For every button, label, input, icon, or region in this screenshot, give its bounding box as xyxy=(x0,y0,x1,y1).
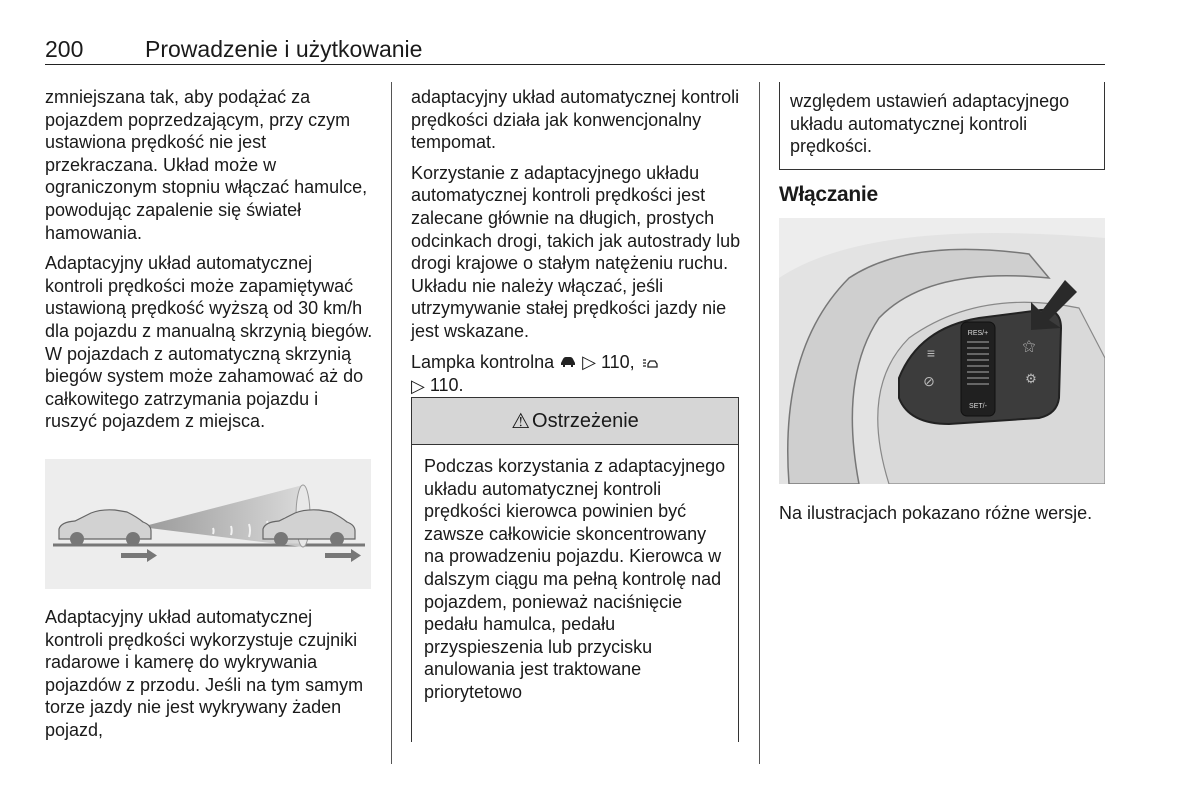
note-text: względem ustawień adaptacyjnego układu automatycznej kontroli prędkości. xyxy=(790,91,1070,157)
paragraph: Adaptacyjny układ automatycznej kontroli prędkości może zapamiętywać ustawioną prędkość wyższą od 30 km/h dla pojazdu z manualną skrzynią biegów. W pojazdach z automatyczną skrzynią biegów system może zahamować aż do całkowitego zatrzymania pojazdu i ruszyć pojazdem z miejsca. xyxy=(45,253,373,432)
acc-button-icon: ⚝ xyxy=(1022,338,1036,353)
page-reference-arrow-icon[interactable]: ▷ xyxy=(411,376,425,397)
radar-car-icon xyxy=(640,356,660,370)
speed-limiter-button-icon: ⚙ xyxy=(1025,371,1037,386)
page-reference[interactable]: 110. xyxy=(429,375,464,396)
page-reference-arrow-icon[interactable]: ▷ xyxy=(582,352,596,373)
paragraph: Korzystanie z adaptacyjnego układu automatycznej kontroli prędkości jest zalecane głównie na długich, prostych odcinkach drogi, takich jak autostrady lub drogi krajowe o stałym natężeniu ruchu. Układu nie należy włączać, jeśli utrzymywanie stałej prędkości jazdy nie jest wskazane. xyxy=(411,162,741,341)
note-box-continued xyxy=(779,82,1105,170)
paragraph: Adaptacyjny układ automatycznej kontroli prędkości wykorzystuje czujniki radarowe i kamerę do wykrywania pojazdów z przodu. Jeśli na tym samym torze jazdy nie jest wykrywany żaden pojazd, xyxy=(45,607,364,740)
warning-box xyxy=(411,397,739,742)
motion-arrow xyxy=(325,549,361,562)
column-divider-2 xyxy=(759,82,760,764)
cancel-button-icon: ⊘ xyxy=(923,373,935,389)
warning-body: Podczas korzystania z adaptacyjnego układu automatycznej kontroli prędkości kierowca powinien być zawsze całkowicie skoncentrowany na prowadzeniu pojazdu. Kierowca w dalszym ciągu ma pełną kontrolę nad pojazdem, ponieważ naciśnięcie pedału hamulca, pedału przyspieszenia lub przycisku anulowania jest traktowane priorytetowo xyxy=(424,456,726,702)
column-1 xyxy=(45,86,375,441)
car-icon xyxy=(559,356,577,370)
res-label: RES/+ xyxy=(967,330,989,337)
warning-title: Ostrzeżenie xyxy=(532,409,639,432)
own-car xyxy=(59,510,151,546)
page-header xyxy=(45,36,1105,65)
column-2 xyxy=(411,86,741,406)
figure-caption: Na ilustracjach pokazano różne wersje. xyxy=(779,503,1093,523)
acc-following-illustration xyxy=(45,459,371,589)
paragraph: adaptacyjny układ automatycznej kontroli prędkości działa jak konwencjonalny tempomat. xyxy=(411,87,740,153)
warning-triangle-icon: ⚠ xyxy=(511,409,531,433)
set-label: SET/- xyxy=(969,403,987,410)
column-divider-1 xyxy=(391,82,392,764)
warning-header xyxy=(412,398,738,445)
steering-wheel-controls-illustration xyxy=(779,218,1105,484)
control-lamp-reference xyxy=(411,351,741,398)
distance-button-icon: ≡ xyxy=(926,345,936,361)
page-number: 200 xyxy=(45,36,84,62)
page-reference[interactable]: 110, xyxy=(600,351,635,372)
paragraph: zmniejszana tak, aby podążać za pojazdem poprzedzającym, przy czym ustawiona prędkość nie jest przekraczana. Układ może w ograniczonym stopniu włączać hamulce, powodując zapalenie się świateł hamowania. xyxy=(45,87,368,243)
control-lamp-label: Lampka kontrolna xyxy=(411,351,555,372)
section-heading: Włączanie xyxy=(779,183,878,206)
running-title: Prowadzenie i użytkowanie xyxy=(145,36,423,62)
motion-arrow xyxy=(121,549,157,562)
